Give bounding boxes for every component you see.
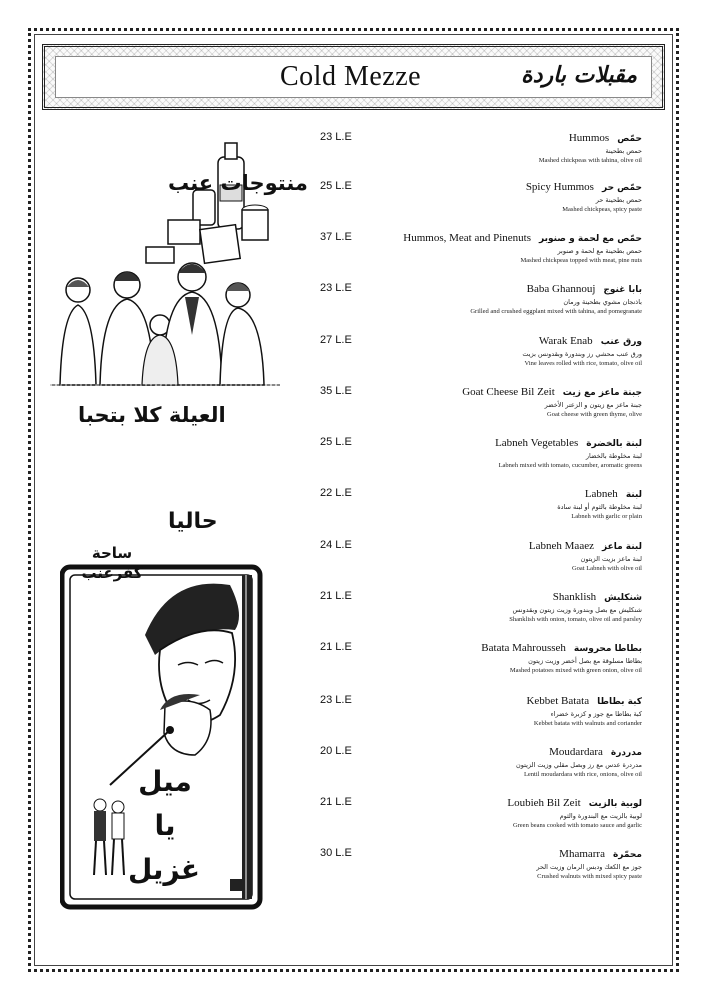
menu-item — [300, 796, 660, 840]
item-name-arabic: شنكليش — [604, 593, 642, 603]
menu-item — [300, 282, 660, 326]
item-price: 23 L.E — [320, 694, 352, 706]
item-name-arabic: حمّص مع لحمة و صنوبر — [539, 234, 642, 244]
menu-item — [300, 334, 660, 378]
item-price: 35 L.E — [320, 385, 352, 397]
item-price: 37 L.E — [320, 231, 352, 243]
item-name: Hummos, Meat and Pinenuts — [403, 232, 531, 244]
item-details — [342, 590, 642, 624]
menu-item — [300, 590, 660, 634]
menu-item — [300, 641, 660, 685]
item-name: Moudardara — [549, 746, 603, 758]
item-price: 21 L.E — [320, 590, 352, 602]
menu-item — [300, 385, 660, 429]
item-description-arabic: حمص بطحينة مع لحمة و صنوبر — [557, 247, 642, 255]
item-name-arabic: حمّص — [617, 134, 642, 144]
item-name-arabic: محمّرة — [612, 850, 642, 860]
poster-place-text: ساحة كفرعنب — [81, 544, 143, 582]
item-description-arabic: كبة بطاطا مع جوز و كزبرة خضراء — [550, 710, 642, 718]
item-details — [342, 641, 642, 675]
item-price: 30 L.E — [320, 847, 352, 859]
item-description-arabic: بطاطا مسلوقة مع بصل أخضر وزيت زيتون — [528, 657, 642, 665]
item-description-arabic: لبنة مخلوطة بالثوم أو لبنة سادة — [557, 503, 642, 511]
item-name: Labneh — [584, 488, 618, 500]
item-price: 27 L.E — [320, 334, 352, 346]
item-description-arabic: شنكليش مع بصل وبندورة وزيت زيتون وبقدونس — [512, 606, 642, 614]
item-description: Mashed potatoes mixed with green onion, olive oil — [509, 667, 642, 674]
item-details — [342, 282, 642, 316]
item-description: Labneh with garlic or plain — [571, 513, 642, 520]
item-name: Goat Cheese Bil Zeit — [462, 386, 555, 398]
item-description: Kebbet batata with walnuts and coriander — [533, 720, 642, 727]
item-name: Mhamarra — [559, 848, 605, 860]
item-name: Kebbet Batata — [526, 695, 590, 707]
menu-item — [300, 694, 660, 738]
item-name-arabic: لبنة — [625, 490, 642, 500]
menu-item — [300, 487, 660, 531]
item-description-arabic: لبنة مخلوطة بالخضار — [585, 452, 642, 460]
item-name: Warak Enab — [538, 335, 593, 347]
item-details — [342, 131, 642, 165]
item-name-arabic: لوبية بالزيت — [588, 799, 642, 809]
item-name-arabic: بابا غنوج — [603, 285, 642, 295]
item-price: 21 L.E — [320, 641, 352, 653]
item-details — [342, 436, 642, 470]
item-details — [342, 487, 642, 521]
poster-top-text: حاليا — [168, 509, 218, 534]
item-name: Batata Mahrousseh — [481, 642, 566, 654]
item-details — [342, 385, 642, 419]
item-name-arabic: لبنة ماعز — [601, 542, 642, 552]
item-details — [342, 180, 642, 214]
menu-item — [300, 436, 660, 480]
item-name-arabic: مدردرة — [610, 748, 642, 758]
item-description: Crushed walnuts with mixed spicy paste — [537, 873, 642, 880]
item-description-arabic: مدردرة عدس مع رز وبصل مقلي وزيت الزيتون — [516, 761, 642, 769]
item-description: Grilled and crushed eggplant mixed with tahina, and pomegranate — [470, 308, 642, 315]
menu-item — [300, 539, 660, 583]
item-description: Mashed chickpeas topped with meat, pine nuts — [520, 257, 642, 264]
item-description-arabic: جوز مع الكعك ودبس الرمان وزيت الحر — [536, 863, 642, 871]
item-name: Baba Ghannouj — [526, 283, 596, 295]
menu-item — [300, 180, 660, 224]
menu-item — [300, 231, 660, 275]
item-description-arabic: جبنة ماعز مع زيتون و الزعتر الأخضر — [544, 401, 642, 409]
item-price: 25 L.E — [320, 180, 352, 192]
item-name-arabic: ورق عنب — [600, 337, 642, 347]
item-price: 25 L.E — [320, 436, 352, 448]
item-details — [342, 539, 642, 573]
item-description: Green beans cooked with tomato sauce and garlic — [512, 822, 642, 829]
item-description-arabic: حمص بطحينة حر — [595, 196, 642, 204]
item-description: Shanklish with onion, tomato, olive oil and parsley — [509, 616, 642, 623]
item-name: Loubieh Bil Zeit — [507, 797, 581, 809]
item-name: Labneh Vegetables — [495, 437, 579, 449]
item-name-arabic: بطاطا محروسة — [573, 644, 642, 654]
item-description: Vine leaves rolled with rice, tomato, olive oil — [524, 360, 642, 367]
item-price: 24 L.E — [320, 539, 352, 551]
item-details — [342, 231, 642, 265]
item-name-arabic: لبنة بالخضرة — [586, 439, 642, 449]
poster-title-text: ميل يا غزيل — [127, 765, 200, 886]
item-name-arabic: كبة بطاطا — [597, 697, 642, 707]
item-description: Goat Labneh with olive oil — [571, 565, 642, 572]
item-name: Labneh Maaez — [528, 540, 594, 552]
item-name: Shanklish — [552, 591, 597, 603]
item-details — [342, 847, 642, 881]
item-description-arabic: ورق عنب محشي رز وبندورة وبقدونس بزيت — [522, 350, 642, 358]
item-price: 21 L.E — [320, 796, 352, 808]
item-name-arabic: حمّص حر — [601, 183, 642, 193]
menu-item — [300, 847, 660, 891]
item-description: Labneh mixed with tomato, cucumber, aromatic greens — [498, 462, 642, 469]
item-description-arabic: لبنة ماعز بزيت الزيتون — [580, 555, 642, 563]
item-description: Mashed chickpeas, spicy paste — [562, 206, 642, 213]
item-details — [342, 334, 642, 368]
ad-brand-text: منتوجات عنب — [168, 171, 308, 195]
item-details — [342, 745, 642, 779]
item-description-arabic: لوبية بالزيت مع البندورة والثوم — [559, 812, 642, 820]
item-price: 20 L.E — [320, 745, 352, 757]
item-description: Mashed chickpeas with tahina, olive oil — [538, 157, 642, 164]
item-description: Goat cheese with green thyme, olive — [547, 411, 642, 418]
menu-item — [300, 131, 660, 175]
item-description-arabic: باذنجان مشوي بطحينة ورمان — [563, 298, 642, 306]
item-name: Spicy Hummos — [525, 181, 594, 193]
item-price: 23 L.E — [320, 282, 352, 294]
item-name: Hummos — [568, 132, 610, 144]
item-name-arabic: جبنة ماعز مع زيت — [562, 388, 642, 398]
item-price: 22 L.E — [320, 487, 352, 499]
item-price: 23 L.E — [320, 131, 352, 143]
ad-slogan-text: العيلة كلا بتحبا — [78, 403, 226, 427]
page-title: Cold Mezze — [280, 61, 422, 92]
page-title-arabic: مقبلات باردة — [521, 63, 637, 88]
item-details — [342, 796, 642, 830]
item-details — [342, 694, 642, 728]
menu-item — [300, 745, 660, 789]
item-description: Lentil moudardara with rice, onions, olive oil — [523, 771, 642, 778]
item-description-arabic: حمص بطحينة — [605, 147, 642, 155]
